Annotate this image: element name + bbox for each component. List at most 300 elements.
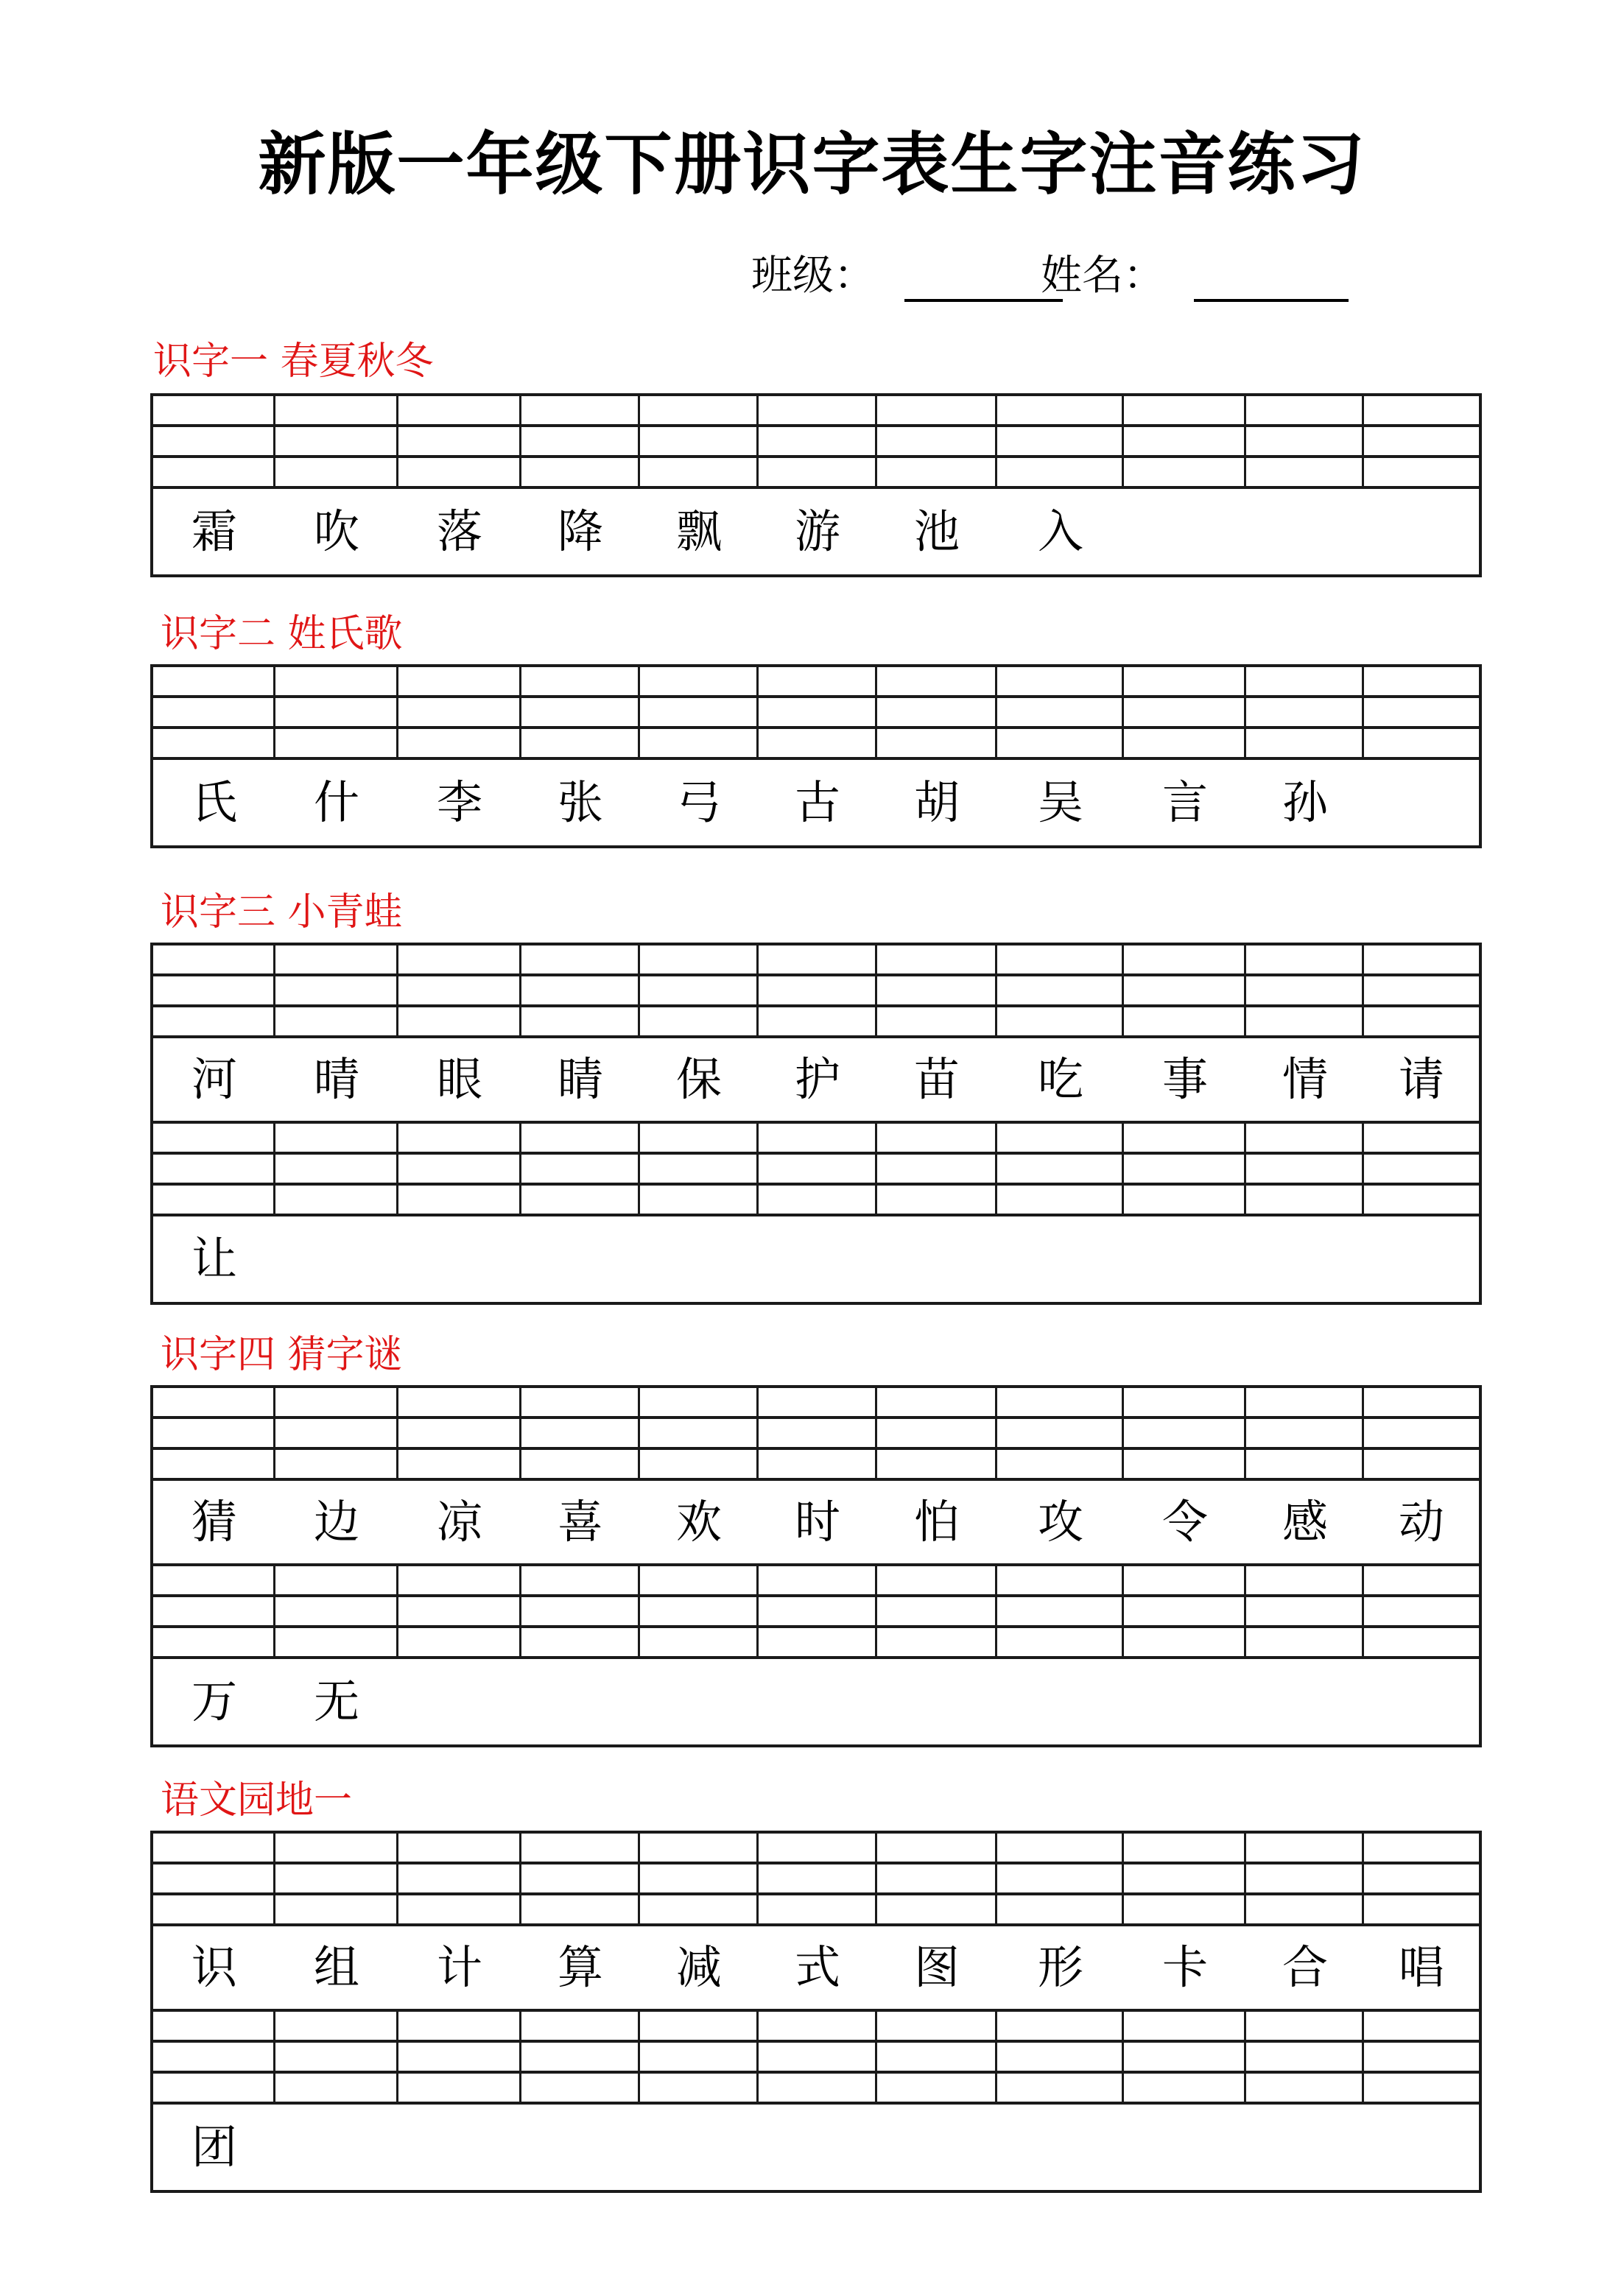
pinyin-cell[interactable] bbox=[398, 1864, 521, 1892]
pinyin-cell[interactable] bbox=[1364, 945, 1479, 973]
pinyin-cell[interactable] bbox=[877, 2012, 997, 2040]
pinyin-cell[interactable] bbox=[1246, 1895, 1364, 1923]
pinyin-cell[interactable] bbox=[398, 458, 521, 486]
pinyin-cell[interactable] bbox=[521, 1450, 640, 1478]
character: 游 bbox=[794, 504, 841, 558]
character-row bbox=[153, 1659, 1479, 1744]
pinyin-cell[interactable] bbox=[640, 698, 759, 726]
pinyin-cell[interactable] bbox=[1246, 1566, 1364, 1594]
pinyin-cell[interactable] bbox=[759, 729, 877, 757]
pinyin-cell[interactable] bbox=[1246, 1597, 1364, 1625]
pinyin-cell[interactable] bbox=[521, 1388, 640, 1416]
pinyin-cell[interactable] bbox=[759, 1895, 877, 1923]
section-title-4: 识字四 猜字谜 bbox=[161, 1333, 403, 1377]
pinyin-cell[interactable] bbox=[759, 667, 877, 695]
pinyin-cell[interactable] bbox=[1124, 976, 1246, 1004]
pinyin-cell[interactable] bbox=[640, 1597, 759, 1625]
pinyin-cell[interactable] bbox=[1364, 458, 1479, 486]
character: 保 bbox=[675, 1052, 723, 1106]
pinyin-cell[interactable] bbox=[153, 1895, 275, 1923]
pinyin-cell[interactable] bbox=[521, 458, 640, 486]
pinyin-row bbox=[153, 945, 1479, 976]
pinyin-cell[interactable] bbox=[1364, 1597, 1479, 1625]
pinyin-cell[interactable] bbox=[153, 1419, 275, 1447]
pinyin-cell[interactable] bbox=[1364, 1388, 1479, 1416]
pinyin-cell[interactable] bbox=[1124, 1007, 1246, 1035]
character: 眼 bbox=[436, 1052, 483, 1106]
pinyin-cell[interactable] bbox=[759, 1388, 877, 1416]
pinyin-cell[interactable] bbox=[521, 1566, 640, 1594]
pinyin-cell[interactable] bbox=[398, 1628, 521, 1656]
pinyin-cell[interactable] bbox=[1246, 2043, 1364, 2071]
pinyin-cell[interactable] bbox=[640, 1450, 759, 1478]
pinyin-cell[interactable] bbox=[1246, 698, 1364, 726]
pinyin-row bbox=[153, 729, 1479, 760]
pinyin-cell[interactable] bbox=[877, 729, 997, 757]
pinyin-cell[interactable] bbox=[1124, 2074, 1246, 2102]
pinyin-cell[interactable] bbox=[275, 729, 398, 757]
name-label: 姓名： bbox=[1041, 252, 1164, 300]
pinyin-cell[interactable] bbox=[153, 667, 275, 695]
pinyin-cell[interactable] bbox=[521, 976, 640, 1004]
pinyin-cell[interactable] bbox=[997, 427, 1124, 455]
pinyin-cell[interactable] bbox=[398, 1155, 521, 1183]
pinyin-cell[interactable] bbox=[997, 1419, 1124, 1447]
pinyin-cell[interactable] bbox=[759, 1155, 877, 1183]
pinyin-cell[interactable] bbox=[877, 976, 997, 1004]
pinyin-cell[interactable] bbox=[877, 1124, 997, 1152]
pinyin-cell[interactable] bbox=[275, 1186, 398, 1214]
pinyin-cell[interactable] bbox=[640, 1007, 759, 1035]
pinyin-cell[interactable] bbox=[877, 1186, 997, 1214]
pinyin-cell[interactable] bbox=[759, 2043, 877, 2071]
pinyin-cell[interactable] bbox=[275, 1864, 398, 1892]
pinyin-cell[interactable] bbox=[1364, 1834, 1479, 1862]
pinyin-cell[interactable] bbox=[997, 2012, 1124, 2040]
pinyin-cell[interactable] bbox=[997, 667, 1124, 695]
character: 事 bbox=[1161, 1052, 1209, 1106]
pinyin-cell[interactable] bbox=[1364, 1895, 1479, 1923]
pinyin-cell[interactable] bbox=[997, 1388, 1124, 1416]
pinyin-cell[interactable] bbox=[759, 1566, 877, 1594]
character: 胡 bbox=[913, 775, 960, 829]
pinyin-cell[interactable] bbox=[640, 2074, 759, 2102]
pinyin-cell[interactable] bbox=[398, 1834, 521, 1862]
pinyin-cell[interactable] bbox=[521, 1895, 640, 1923]
pinyin-cell[interactable] bbox=[1124, 698, 1246, 726]
pinyin-row bbox=[153, 396, 1479, 427]
pinyin-cell[interactable] bbox=[1124, 667, 1246, 695]
pinyin-cell[interactable] bbox=[153, 1155, 275, 1183]
pinyin-cell[interactable] bbox=[640, 1864, 759, 1892]
character: 喜 bbox=[557, 1495, 604, 1549]
pinyin-cell[interactable] bbox=[1364, 1124, 1479, 1152]
pinyin-cell[interactable] bbox=[153, 396, 275, 424]
pinyin-cell[interactable] bbox=[759, 1864, 877, 1892]
pinyin-cell[interactable] bbox=[521, 2043, 640, 2071]
pinyin-cell[interactable] bbox=[759, 1186, 877, 1214]
pinyin-cell[interactable] bbox=[1124, 2043, 1246, 2071]
pinyin-cell[interactable] bbox=[1364, 729, 1479, 757]
pinyin-cell[interactable] bbox=[1124, 396, 1246, 424]
pinyin-cell[interactable] bbox=[1124, 2012, 1246, 2040]
pinyin-cell[interactable] bbox=[1364, 2012, 1479, 2040]
pinyin-cell[interactable] bbox=[1364, 698, 1479, 726]
pinyin-cell[interactable] bbox=[640, 1834, 759, 1862]
pinyin-cell[interactable] bbox=[521, 2074, 640, 2102]
pinyin-cell[interactable] bbox=[997, 1597, 1124, 1625]
pinyin-cell[interactable] bbox=[398, 976, 521, 1004]
pinyin-cell[interactable] bbox=[398, 1450, 521, 1478]
pinyin-cell[interactable] bbox=[275, 1155, 398, 1183]
pinyin-cell[interactable] bbox=[1364, 976, 1479, 1004]
pinyin-cell[interactable] bbox=[1246, 729, 1364, 757]
pinyin-cell[interactable] bbox=[1246, 1450, 1364, 1478]
pinyin-cell[interactable] bbox=[521, 1597, 640, 1625]
practice-table-2 bbox=[150, 664, 1482, 848]
pinyin-cell[interactable] bbox=[1364, 2043, 1479, 2071]
pinyin-cell[interactable] bbox=[1124, 1566, 1246, 1594]
pinyin-cell[interactable] bbox=[877, 667, 997, 695]
pinyin-cell[interactable] bbox=[1124, 1597, 1246, 1625]
pinyin-cell[interactable] bbox=[1124, 1864, 1246, 1892]
pinyin-cell[interactable] bbox=[275, 1895, 398, 1923]
pinyin-cell[interactable] bbox=[398, 945, 521, 973]
pinyin-cell[interactable] bbox=[997, 1450, 1124, 1478]
pinyin-cell[interactable] bbox=[997, 396, 1124, 424]
pinyin-cell[interactable] bbox=[877, 1597, 997, 1625]
name-blank-field[interactable] bbox=[1194, 252, 1349, 302]
pinyin-cell[interactable] bbox=[398, 667, 521, 695]
pinyin-cell[interactable] bbox=[1246, 427, 1364, 455]
pinyin-cell[interactable] bbox=[640, 667, 759, 695]
pinyin-cell[interactable] bbox=[640, 976, 759, 1004]
pinyin-cell[interactable] bbox=[877, 1007, 997, 1035]
pinyin-cell[interactable] bbox=[153, 1566, 275, 1594]
character: 古 bbox=[794, 775, 841, 829]
pinyin-cell[interactable] bbox=[997, 1834, 1124, 1862]
pinyin-cell[interactable] bbox=[877, 1450, 997, 1478]
pinyin-cell[interactable] bbox=[1364, 1155, 1479, 1183]
pinyin-cell[interactable] bbox=[1124, 1124, 1246, 1152]
pinyin-cell[interactable] bbox=[1124, 945, 1246, 973]
pinyin-cell[interactable] bbox=[1124, 427, 1246, 455]
pinyin-cell[interactable] bbox=[759, 1419, 877, 1447]
pinyin-cell[interactable] bbox=[1364, 1007, 1479, 1035]
pinyin-cell[interactable] bbox=[1124, 1186, 1246, 1214]
pinyin-cell[interactable] bbox=[153, 427, 275, 455]
pinyin-cell[interactable] bbox=[877, 458, 997, 486]
pinyin-cell[interactable] bbox=[759, 976, 877, 1004]
pinyin-row bbox=[153, 458, 1479, 489]
pinyin-cell[interactable] bbox=[759, 1124, 877, 1152]
pinyin-cell[interactable] bbox=[1246, 1155, 1364, 1183]
pinyin-cell[interactable] bbox=[153, 1124, 275, 1152]
practice-table-1 bbox=[150, 393, 1482, 577]
pinyin-cell[interactable] bbox=[1364, 427, 1479, 455]
pinyin-cell[interactable] bbox=[1124, 1388, 1246, 1416]
pinyin-cell[interactable] bbox=[275, 945, 398, 973]
section-title-5: 语文园地一 bbox=[161, 1778, 353, 1823]
pinyin-row bbox=[153, 1388, 1479, 1419]
pinyin-row bbox=[153, 1419, 1479, 1450]
pinyin-cell[interactable] bbox=[640, 1628, 759, 1656]
pinyin-cell[interactable] bbox=[1124, 1155, 1246, 1183]
pinyin-cell[interactable] bbox=[759, 2012, 877, 2040]
pinyin-cell[interactable] bbox=[398, 427, 521, 455]
pinyin-cell[interactable] bbox=[398, 698, 521, 726]
pinyin-cell[interactable] bbox=[153, 976, 275, 1004]
pinyin-cell[interactable] bbox=[521, 698, 640, 726]
pinyin-cell[interactable] bbox=[398, 1007, 521, 1035]
pinyin-cell[interactable] bbox=[877, 2074, 997, 2102]
pinyin-cell[interactable] bbox=[521, 1864, 640, 1892]
pinyin-cell[interactable] bbox=[521, 1007, 640, 1035]
pinyin-cell[interactable] bbox=[997, 698, 1124, 726]
pinyin-cell[interactable] bbox=[1246, 1628, 1364, 1656]
pinyin-cell[interactable] bbox=[521, 1419, 640, 1447]
pinyin-cell[interactable] bbox=[521, 729, 640, 757]
pinyin-cell[interactable] bbox=[153, 1864, 275, 1892]
pinyin-cell[interactable] bbox=[1246, 667, 1364, 695]
character: 计 bbox=[436, 1940, 483, 1994]
class-blank-field[interactable] bbox=[904, 252, 1063, 302]
pinyin-cell[interactable] bbox=[153, 1388, 275, 1416]
pinyin-cell[interactable] bbox=[640, 729, 759, 757]
pinyin-cell[interactable] bbox=[1246, 2012, 1364, 2040]
pinyin-cell[interactable] bbox=[1364, 1186, 1479, 1214]
pinyin-cell[interactable] bbox=[521, 1834, 640, 1862]
pinyin-cell[interactable] bbox=[398, 2043, 521, 2071]
pinyin-row bbox=[153, 1566, 1479, 1597]
pinyin-cell[interactable] bbox=[1124, 1895, 1246, 1923]
character: 算 bbox=[557, 1940, 604, 1994]
pinyin-cell[interactable] bbox=[275, 1419, 398, 1447]
pinyin-cell[interactable] bbox=[759, 1628, 877, 1656]
pinyin-cell[interactable] bbox=[275, 1388, 398, 1416]
pinyin-cell[interactable] bbox=[1246, 1388, 1364, 1416]
pinyin-cell[interactable] bbox=[759, 427, 877, 455]
pinyin-cell[interactable] bbox=[640, 1155, 759, 1183]
pinyin-cell[interactable] bbox=[877, 1864, 997, 1892]
pinyin-cell[interactable] bbox=[398, 2074, 521, 2102]
pinyin-cell[interactable] bbox=[521, 667, 640, 695]
pinyin-cell[interactable] bbox=[153, 1628, 275, 1656]
pinyin-cell[interactable] bbox=[997, 1895, 1124, 1923]
pinyin-row bbox=[153, 1864, 1479, 1895]
pinyin-cell[interactable] bbox=[521, 945, 640, 973]
pinyin-cell[interactable] bbox=[1364, 396, 1479, 424]
pinyin-cell[interactable] bbox=[877, 698, 997, 726]
pinyin-cell[interactable] bbox=[1246, 396, 1364, 424]
pinyin-row bbox=[153, 1155, 1479, 1186]
pinyin-cell[interactable] bbox=[1246, 1186, 1364, 1214]
pinyin-cell[interactable] bbox=[398, 1124, 521, 1152]
pinyin-cell[interactable] bbox=[877, 2043, 997, 2071]
pinyin-cell[interactable] bbox=[398, 1895, 521, 1923]
pinyin-cell[interactable] bbox=[997, 1864, 1124, 1892]
pinyin-cell[interactable] bbox=[877, 1895, 997, 1923]
pinyin-cell[interactable] bbox=[1364, 1566, 1479, 1594]
pinyin-cell[interactable] bbox=[153, 1597, 275, 1625]
pinyin-cell[interactable] bbox=[759, 396, 877, 424]
pinyin-cell[interactable] bbox=[1124, 458, 1246, 486]
pinyin-cell[interactable] bbox=[275, 667, 398, 695]
pinyin-cell[interactable] bbox=[153, 1186, 275, 1214]
pinyin-cell[interactable] bbox=[1364, 2074, 1479, 2102]
pinyin-cell[interactable] bbox=[153, 458, 275, 486]
pinyin-cell[interactable] bbox=[398, 396, 521, 424]
pinyin-cell[interactable] bbox=[997, 2043, 1124, 2071]
pinyin-cell[interactable] bbox=[640, 458, 759, 486]
pinyin-cell[interactable] bbox=[153, 2043, 275, 2071]
pinyin-cell[interactable] bbox=[997, 1007, 1124, 1035]
pinyin-cell[interactable] bbox=[877, 1155, 997, 1183]
pinyin-cell[interactable] bbox=[1124, 1419, 1246, 1447]
pinyin-cell[interactable] bbox=[997, 945, 1124, 973]
pinyin-cell[interactable] bbox=[275, 396, 398, 424]
pinyin-cell[interactable] bbox=[153, 1834, 275, 1862]
pinyin-cell[interactable] bbox=[997, 1566, 1124, 1594]
pinyin-cell[interactable] bbox=[997, 976, 1124, 1004]
pinyin-cell[interactable] bbox=[640, 1124, 759, 1152]
pinyin-cell[interactable] bbox=[153, 698, 275, 726]
pinyin-cell[interactable] bbox=[1364, 1419, 1479, 1447]
pinyin-cell[interactable] bbox=[1246, 1007, 1364, 1035]
pinyin-cell[interactable] bbox=[398, 729, 521, 757]
pinyin-cell[interactable] bbox=[398, 1388, 521, 1416]
pinyin-cell[interactable] bbox=[997, 1124, 1124, 1152]
pinyin-cell[interactable] bbox=[1364, 667, 1479, 695]
pinyin-cell[interactable] bbox=[398, 1419, 521, 1447]
pinyin-cell[interactable] bbox=[877, 1419, 997, 1447]
pinyin-cell[interactable] bbox=[1246, 945, 1364, 973]
pinyin-cell[interactable] bbox=[153, 729, 275, 757]
pinyin-cell[interactable] bbox=[759, 458, 877, 486]
pinyin-cell[interactable] bbox=[1124, 1628, 1246, 1656]
pinyin-cell[interactable] bbox=[275, 976, 398, 1004]
pinyin-cell[interactable] bbox=[640, 1388, 759, 1416]
pinyin-cell[interactable] bbox=[877, 945, 997, 973]
pinyin-cell[interactable] bbox=[153, 1007, 275, 1035]
pinyin-cell[interactable] bbox=[997, 1155, 1124, 1183]
pinyin-cell[interactable] bbox=[521, 1124, 640, 1152]
pinyin-cell[interactable] bbox=[997, 458, 1124, 486]
character: 团 bbox=[191, 2120, 238, 2174]
pinyin-cell[interactable] bbox=[640, 2012, 759, 2040]
character: 言 bbox=[1161, 775, 1209, 829]
pinyin-cell[interactable] bbox=[1246, 2074, 1364, 2102]
character: 合 bbox=[1282, 1940, 1329, 1994]
pinyin-cell[interactable] bbox=[640, 1895, 759, 1923]
pinyin-cell[interactable] bbox=[1246, 976, 1364, 1004]
character: 飘 bbox=[675, 504, 723, 558]
pinyin-cell[interactable] bbox=[275, 2043, 398, 2071]
pinyin-cell[interactable] bbox=[521, 1628, 640, 1656]
pinyin-cell[interactable] bbox=[521, 1186, 640, 1214]
character: 边 bbox=[313, 1495, 360, 1549]
pinyin-cell[interactable] bbox=[153, 1450, 275, 1478]
character: 睛 bbox=[557, 1052, 604, 1106]
pinyin-cell[interactable] bbox=[275, 698, 398, 726]
pinyin-cell[interactable] bbox=[275, 458, 398, 486]
pinyin-cell[interactable] bbox=[877, 1834, 997, 1862]
pinyin-cell[interactable] bbox=[521, 396, 640, 424]
pinyin-cell[interactable] bbox=[275, 2074, 398, 2102]
pinyin-cell[interactable] bbox=[1246, 1864, 1364, 1892]
pinyin-cell[interactable] bbox=[275, 1007, 398, 1035]
pinyin-cell[interactable] bbox=[640, 1186, 759, 1214]
pinyin-cell[interactable] bbox=[1364, 1628, 1479, 1656]
pinyin-cell[interactable] bbox=[153, 2012, 275, 2040]
pinyin-cell[interactable] bbox=[1364, 1450, 1479, 1478]
pinyin-cell[interactable] bbox=[275, 2012, 398, 2040]
pinyin-cell[interactable] bbox=[759, 1834, 877, 1862]
pinyin-cell[interactable] bbox=[1246, 1419, 1364, 1447]
pinyin-cell[interactable] bbox=[997, 1628, 1124, 1656]
pinyin-cell[interactable] bbox=[275, 1450, 398, 1478]
character: 情 bbox=[1282, 1052, 1329, 1106]
pinyin-cell[interactable] bbox=[877, 1566, 997, 1594]
pinyin-cell[interactable] bbox=[640, 945, 759, 973]
pinyin-cell[interactable] bbox=[521, 2012, 640, 2040]
pinyin-cell[interactable] bbox=[759, 1450, 877, 1478]
pinyin-cell[interactable] bbox=[1124, 1834, 1246, 1862]
pinyin-cell[interactable] bbox=[275, 1597, 398, 1625]
pinyin-cell[interactable] bbox=[521, 427, 640, 455]
pinyin-row bbox=[153, 1007, 1479, 1038]
pinyin-cell[interactable] bbox=[275, 427, 398, 455]
pinyin-cell[interactable] bbox=[997, 1186, 1124, 1214]
pinyin-cell[interactable] bbox=[1124, 729, 1246, 757]
pinyin-cell[interactable] bbox=[997, 729, 1124, 757]
pinyin-cell[interactable] bbox=[640, 1566, 759, 1594]
pinyin-cell[interactable] bbox=[877, 1628, 997, 1656]
character: 吴 bbox=[1037, 775, 1084, 829]
pinyin-cell[interactable] bbox=[153, 945, 275, 973]
pinyin-cell[interactable] bbox=[877, 396, 997, 424]
pinyin-cell[interactable] bbox=[1364, 1864, 1479, 1892]
pinyin-cell[interactable] bbox=[759, 945, 877, 973]
pinyin-cell[interactable] bbox=[877, 427, 997, 455]
pinyin-cell[interactable] bbox=[1246, 458, 1364, 486]
pinyin-cell[interactable] bbox=[398, 1597, 521, 1625]
pinyin-cell[interactable] bbox=[759, 1597, 877, 1625]
pinyin-cell[interactable] bbox=[521, 1155, 640, 1183]
pinyin-cell[interactable] bbox=[640, 396, 759, 424]
pinyin-cell[interactable] bbox=[275, 1124, 398, 1152]
pinyin-cell[interactable] bbox=[640, 427, 759, 455]
pinyin-cell[interactable] bbox=[398, 1186, 521, 1214]
pinyin-cell[interactable] bbox=[398, 1566, 521, 1594]
pinyin-cell[interactable] bbox=[759, 698, 877, 726]
pinyin-cell[interactable] bbox=[1246, 1834, 1364, 1862]
pinyin-cell[interactable] bbox=[275, 1628, 398, 1656]
pinyin-cell[interactable] bbox=[640, 1419, 759, 1447]
pinyin-cell[interactable] bbox=[640, 2043, 759, 2071]
pinyin-cell[interactable] bbox=[275, 1566, 398, 1594]
pinyin-cell[interactable] bbox=[759, 2074, 877, 2102]
pinyin-row bbox=[153, 2012, 1479, 2043]
pinyin-cell[interactable] bbox=[997, 2074, 1124, 2102]
pinyin-cell[interactable] bbox=[398, 2012, 521, 2040]
pinyin-cell[interactable] bbox=[1246, 1124, 1364, 1152]
pinyin-cell[interactable] bbox=[877, 1388, 997, 1416]
pinyin-cell[interactable] bbox=[1124, 1450, 1246, 1478]
pinyin-cell[interactable] bbox=[759, 1007, 877, 1035]
pinyin-cell[interactable] bbox=[153, 2074, 275, 2102]
pinyin-cell[interactable] bbox=[275, 1834, 398, 1862]
